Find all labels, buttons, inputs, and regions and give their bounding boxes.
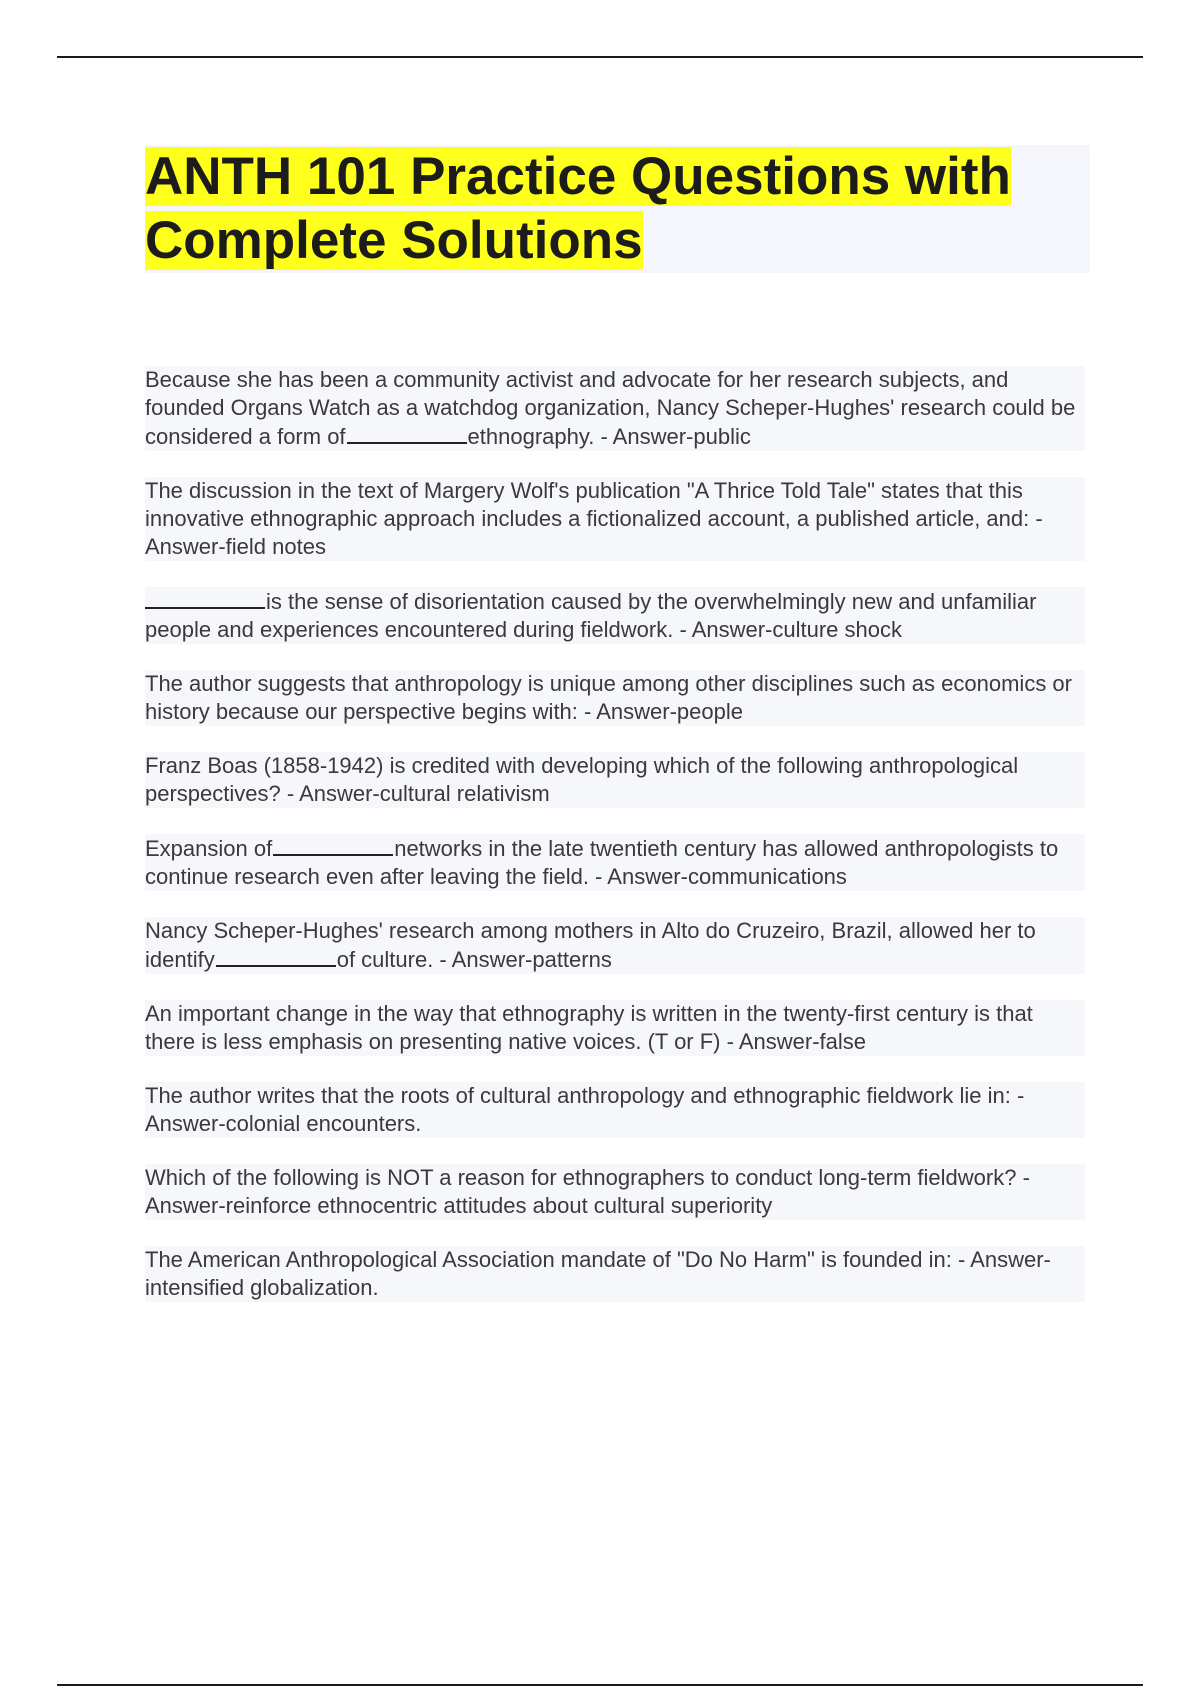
fill-in-blank (347, 422, 467, 444)
qa-item (145, 1164, 1085, 1220)
question-text: Because she has been a community activist and advocate for her research subjects, and founded Organs Watch as a watchdog organization, Nancy Scheper-Hughes' research could be considered a form of (145, 367, 1076, 449)
question-text: An important change in the way that ethnography is written in the twenty-first century is that there is less emphasis on presenting native voices. (T or F) - Answer-false (145, 1001, 1033, 1054)
qa-item (145, 1246, 1085, 1302)
header-rule (57, 56, 1143, 58)
answer-text: ethnography. - Answer-public (467, 424, 751, 449)
answer-text: networks in the late twentieth century has allowed anthropologists to continue research even after leaving the field. - Answer-communications (145, 836, 1059, 889)
question-text: The discussion in the text of Margery Wolf's publication "A Thrice Told Tale" states that this innovative ethnographic approach includes a fictionalized account, a published article, and: - Answer-field notes (145, 478, 1043, 559)
qa-item (145, 834, 1085, 891)
qa-item (145, 917, 1085, 974)
question-text: Which of the following is NOT a reason for ethnographers to conduct long-term fieldwork? - Answer-reinforce ethnocentric attitudes about cultural superiority (145, 1165, 1030, 1218)
qa-item (145, 587, 1085, 644)
answer-text: is the sense of disorientation caused by the overwhelmingly new and unfamiliar people and experiences encountered during fieldwork. - Answer-culture shock (145, 589, 1037, 642)
footer-rule (57, 1684, 1143, 1686)
qa-item (145, 1082, 1085, 1138)
qa-item (145, 477, 1085, 561)
qa-item (145, 1000, 1085, 1056)
question-text: The author suggests that anthropology is unique among other disciplines such as economics or history because our perspective begins with: - Answer-people (145, 671, 1072, 724)
qa-item (145, 670, 1085, 726)
title-line-2: Complete Solutions (145, 211, 643, 270)
question-text: Expansion of (145, 836, 273, 861)
qa-list (145, 366, 1085, 1328)
fill-in-blank (216, 945, 336, 967)
question-text: The author writes that the roots of cultural anthropology and ethnographic fieldwork lie in: - Answer-colonial encounters. (145, 1083, 1025, 1136)
fill-in-blank (273, 834, 393, 856)
question-text: The American Anthropological Association mandate of "Do No Harm" is founded in: - Answer-intensified globalization. (145, 1247, 1051, 1300)
qa-item (145, 752, 1085, 808)
answer-text: of culture. - Answer-patterns (336, 947, 612, 972)
title-line-1: ANTH 101 Practice Questions with (145, 147, 1011, 206)
question-text: Nancy Scheper-Hughes' research among mothers in Alto do Cruzeiro, Brazil, allowed her to identify (145, 918, 1036, 972)
fill-in-blank (145, 587, 265, 609)
page-title (145, 145, 1090, 273)
qa-item (145, 366, 1085, 451)
question-text: Franz Boas (1858-1942) is credited with developing which of the following anthropological perspectives? - Answer-cultural relativism (145, 753, 1019, 806)
title-block (145, 145, 1090, 273)
